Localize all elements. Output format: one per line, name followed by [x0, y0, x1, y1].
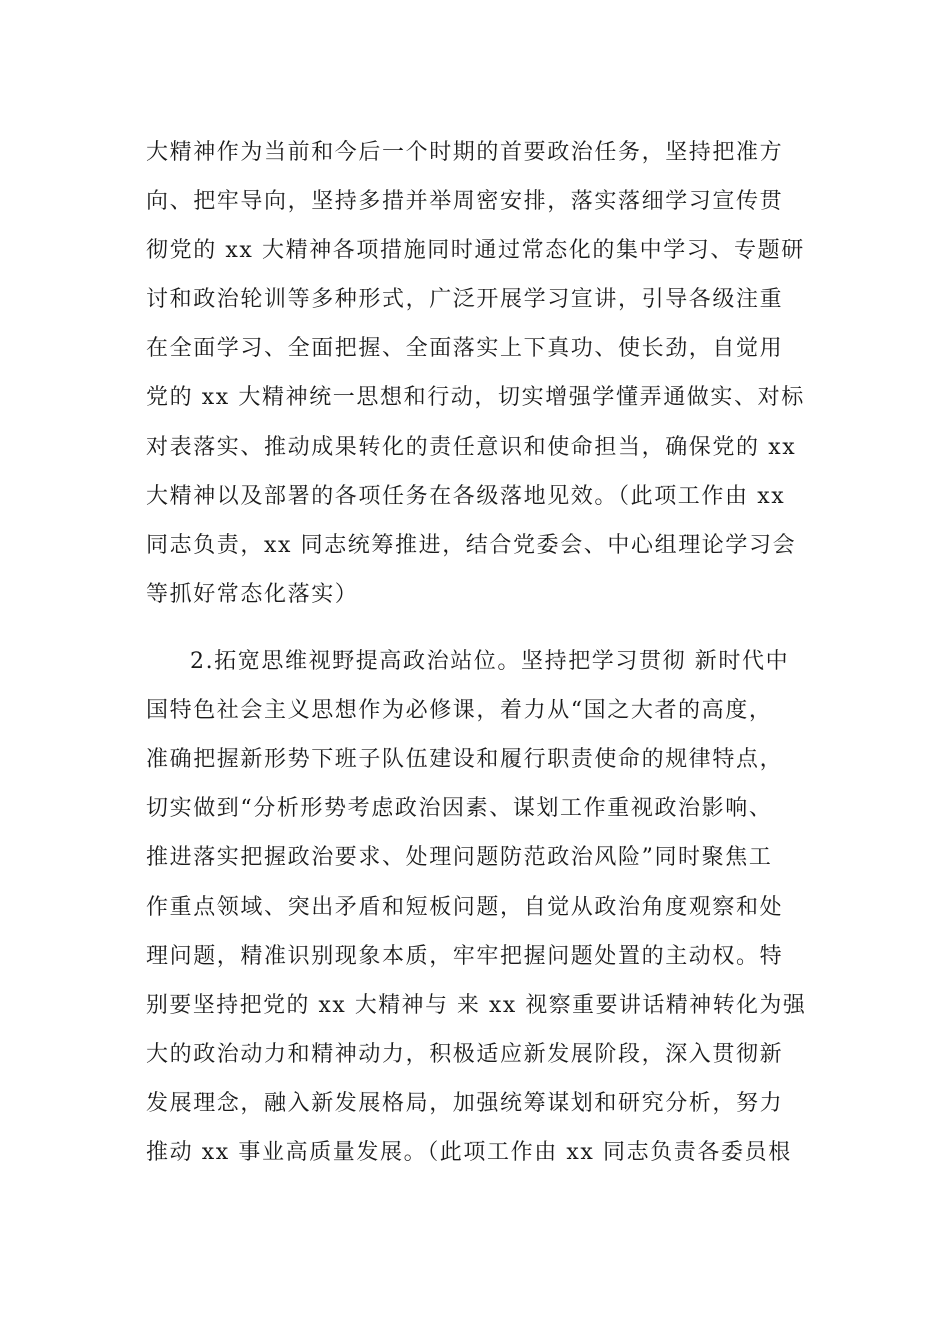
- text-line: 党的 xx 大精神统一思想和行动，切实增强学懂弄通做实、对标: [146, 385, 805, 410]
- text-line: 讨和政治轮训等多种形式，广泛开展学习宣讲，引导各级注重: [146, 287, 784, 312]
- text-line: 向、把牢导向，坚持多措并举周密安排，落实落细学习宣传贯: [146, 189, 784, 214]
- text-line: 推动 xx 事业高质量发展。（此项工作由 xx 同志负责各委员根: [146, 1140, 792, 1165]
- text-line: 发展理念，融入新发展格局，加强统筹谋划和研究分析，努力: [146, 1091, 784, 1116]
- text-line: 推进落实把握政治要求、处理问题防范政治风险”同时聚焦工: [146, 845, 773, 870]
- text-line: 对表落实、推动成果转化的责任意识和使命担当，确保党的 xx: [146, 435, 797, 460]
- text-line: 大精神作为当前和今后一个时期的首要政治任务，坚持把准方: [146, 140, 784, 165]
- text-line: 大的政治动力和精神动力，积极适应新发展阶段，深入贯彻新: [146, 1042, 784, 1067]
- text-line: 同志负责，xx 同志统筹推进，结合党委会、中心组理论学习会: [146, 533, 797, 558]
- text-line: 等抓好常态化落实）: [146, 582, 359, 607]
- text-line: 2.拓宽思维视野提高政治站位。坚持把学习贯彻 新时代中: [190, 649, 790, 674]
- text-line: 在全面学习、全面把握、全面落实上下真功、使长劲，自觉用: [146, 336, 784, 361]
- text-line: 国特色社会主义思想作为必修课，着力从“国之大者的高度，: [146, 698, 773, 723]
- text-line: 彻党的 xx 大精神各项措施同时通过常态化的集中学习、专题研: [146, 238, 805, 263]
- text-line: 理问题，精准识别现象本质，牢牢把握问题处置的主动权。特: [146, 944, 784, 969]
- text-line: 准确把握新形势下班子队伍建设和履行职责使命的规律特点，: [146, 747, 784, 772]
- text-line: 切实做到“分析形势考虑政治因素、谋划工作重视政治影响、: [146, 796, 773, 821]
- text-line: 别要坚持把党的 xx 大精神与 来 xx 视察重要讲话精神转化为强: [146, 993, 807, 1018]
- text-line: 作重点领域、突出矛盾和短板问题，自觉从政治角度观察和处: [146, 895, 784, 920]
- text-line: 大精神以及部署的各项任务在各级落地见效。（此项工作由 xx: [146, 484, 786, 509]
